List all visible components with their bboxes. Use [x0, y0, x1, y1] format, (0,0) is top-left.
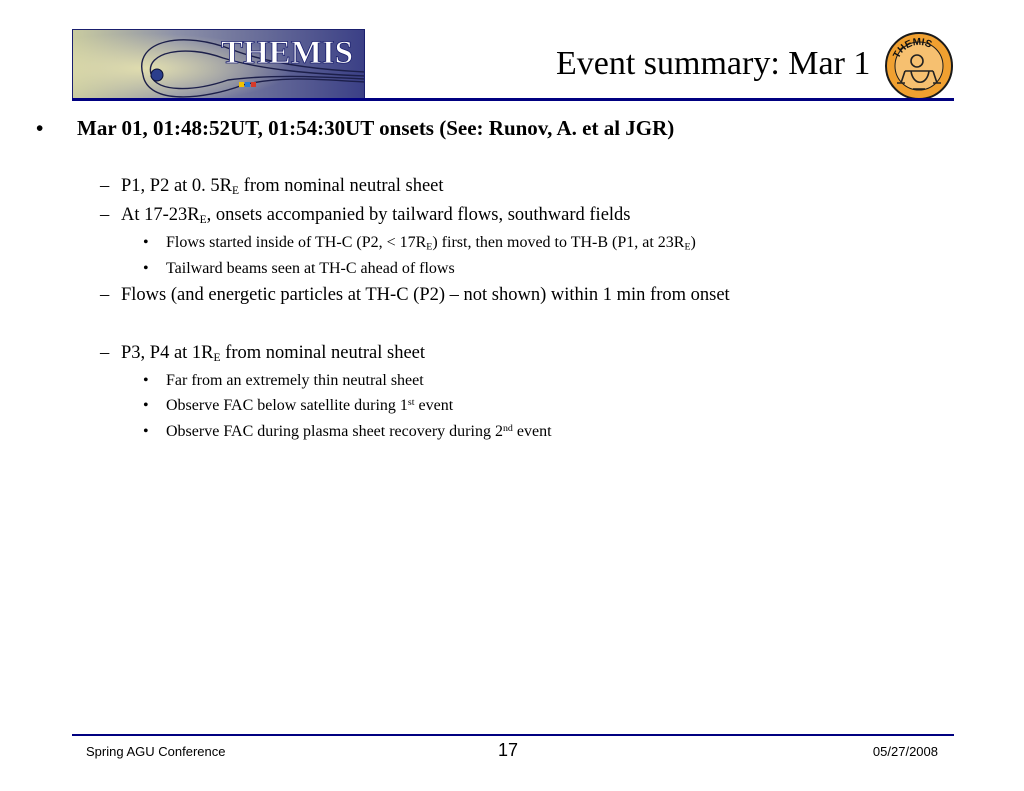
bullet-text: from nominal neutral sheet: [220, 343, 426, 363]
sub-bullet-p3-p4: [121, 343, 425, 364]
bullet-text: P1, P2 at 0. 5R: [121, 176, 233, 196]
dash-marker: –: [100, 205, 110, 225]
dash-marker: –: [100, 176, 110, 196]
bullet-text: Observe FAC below satellite during 1: [166, 397, 408, 414]
page-number: 17: [498, 740, 519, 760]
bullet-text: Far from an extremely thin neutral sheet: [166, 372, 424, 389]
sub-sub-bullet-fac-second: [166, 423, 552, 441]
footer-conference: Spring AGU Conference: [86, 744, 226, 759]
bullet-text: Tailward beams seen at TH-C ahead of flows: [166, 260, 455, 277]
subscript-text: E: [684, 241, 691, 253]
bullet-text: Flows (and energetic particles at TH-C (P2) – not shown) within 1 min from onset: [121, 285, 730, 305]
bullet-text: At 17-23R: [121, 205, 200, 225]
sub-sub-bullet-flows-started: [166, 234, 696, 252]
dot-marker: •: [143, 234, 149, 251]
page-title: Event summary: Mar 1: [556, 45, 871, 82]
bullet-main: [77, 116, 674, 141]
dot-marker: •: [143, 372, 149, 389]
bullet-text: Mar 01, 01:48:52UT, 01:54:30UT onsets (See: Runov, A. et al JGR): [77, 116, 675, 140]
dot-marker: •: [143, 260, 149, 277]
sub-bullet-p1-p2: [121, 176, 444, 197]
subscript-text: E: [199, 213, 207, 226]
banner-title: THEMIS: [221, 35, 354, 71]
sub-sub-bullet-thin-sheet: [166, 372, 424, 390]
bullet-marker: •: [36, 116, 44, 140]
sub-sub-bullet-fac-first: [166, 397, 453, 415]
subscript-text: E: [232, 184, 240, 197]
superscript-text: st: [407, 397, 415, 409]
bullet-text: Flows started inside of TH-C (P2, < 17R: [166, 234, 427, 251]
mascot-text: THEMIS: [891, 36, 934, 61]
dot-marker: •: [143, 397, 149, 414]
sub-bullet-onsets: [121, 205, 631, 226]
subscript-text: E: [426, 241, 433, 253]
footer-rule: [72, 734, 954, 736]
bullet-text: , onsets accompanied by tailward flows, southward fields: [206, 205, 631, 225]
sub-bullet-flows: [121, 285, 730, 306]
footer-date: 05/27/2008: [872, 744, 938, 759]
dash-marker: –: [100, 343, 110, 363]
bullet-text: Observe FAC during plasma sheet recovery during 2: [166, 423, 503, 440]
dot-marker: •: [143, 423, 149, 440]
sub-sub-bullet-tailward-beams: [166, 260, 455, 278]
bullet-text: event: [414, 397, 454, 414]
bullet-text: ) first, then moved to TH-B (P1, at 23R: [432, 234, 685, 251]
bullet-text: from nominal neutral sheet: [239, 176, 444, 196]
bullet-text: ): [690, 234, 696, 251]
bullet-text: event: [512, 423, 552, 440]
dash-marker: –: [100, 285, 110, 305]
bullet-text: P3, P4 at 1R: [121, 343, 214, 363]
subscript-text: E: [213, 351, 221, 364]
superscript-text: nd: [502, 423, 513, 435]
